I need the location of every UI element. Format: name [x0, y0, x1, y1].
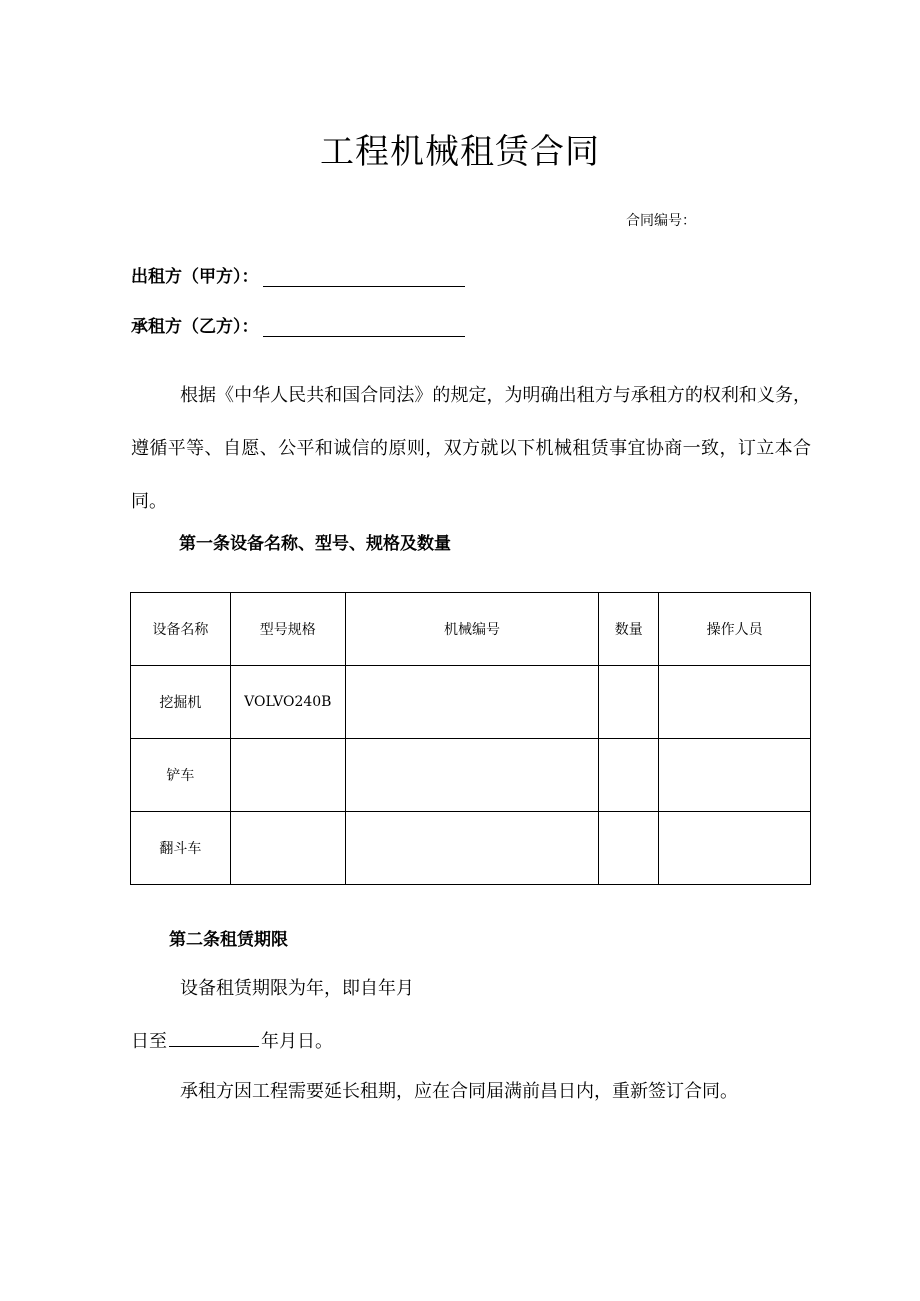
table-cell	[345, 739, 599, 812]
table-cell	[599, 666, 659, 739]
contract-title: 工程机械租赁合同	[320, 132, 600, 172]
lessee-blank-line	[263, 316, 465, 337]
header-cell: 型号规格	[230, 593, 345, 666]
table-cell	[599, 739, 659, 812]
article1-heading: 第一条设备名称、型号、规格及数量	[179, 534, 451, 554]
lease-term-line: 设备租赁期限为年，即自年月	[180, 978, 414, 999]
table-cell: VOLVO240B	[230, 666, 345, 739]
table-cell: 翻斗车	[131, 812, 231, 885]
lessee-row	[131, 312, 465, 337]
table-cell	[345, 812, 599, 885]
equipment-table	[130, 592, 811, 885]
table-cell	[659, 666, 811, 739]
table-cell: 挖掘机	[131, 666, 231, 739]
table-cell: 铲车	[131, 739, 231, 812]
table-cell	[230, 812, 345, 885]
article2-heading: 第二条租赁期限	[169, 930, 288, 950]
table-row	[131, 666, 811, 739]
table-cell	[659, 739, 811, 812]
table-cell	[230, 739, 345, 812]
table-cell	[659, 812, 811, 885]
lease-end-suffix: 年月日。	[261, 1031, 333, 1052]
lessor-row	[131, 262, 465, 287]
header-cell: 数量	[599, 593, 659, 666]
lessor-label: 出租方（甲方）：	[131, 267, 259, 287]
header-cell: 设备名称	[131, 593, 231, 666]
intro-paragraph: 根据《中华人民共和国合同法》的规定，为明确出租方与承租方的权利和义务，遵循平等、自愿、公平和诚信的原则，双方就以下机械租赁事宜协商一致，订立本合同。	[131, 385, 811, 512]
lessor-blank-line	[263, 266, 465, 287]
lease-end-blank	[169, 1028, 259, 1047]
table-row	[131, 739, 811, 812]
lease-end-prefix: 日至	[131, 1031, 167, 1052]
table-cell	[599, 812, 659, 885]
table-row	[131, 812, 811, 885]
lease-end-line	[131, 1027, 333, 1053]
table-header-row	[131, 593, 811, 666]
lessee-label: 承租方（乙方）：	[131, 317, 259, 337]
header-cell: 机械编号	[345, 593, 599, 666]
contract-number-label: 合同编号：	[626, 213, 696, 229]
lease-extension-line: 承租方因工程需要延长租期，应在合同届满前昌日内，重新签订合同。	[180, 1081, 738, 1102]
table-cell	[345, 666, 599, 739]
header-cell: 操作人员	[659, 593, 811, 666]
